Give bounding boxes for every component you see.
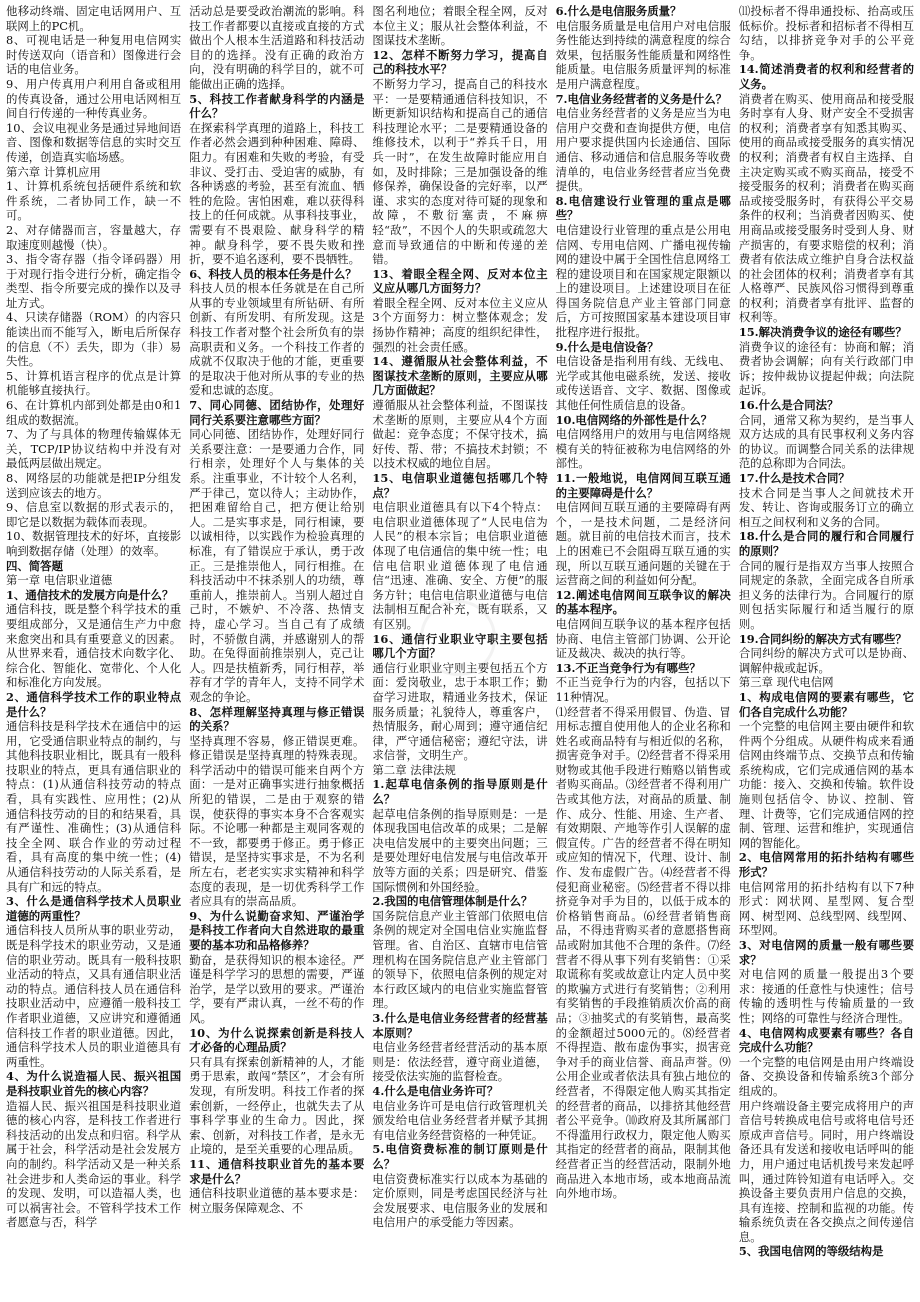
question-heading: 四、简答题	[6, 558, 63, 573]
chapter-heading: 第三章 现代电信网	[738, 675, 834, 690]
paragraph-text: 合同的履行是指双方当事人按照合同规定的条款，全面完成各自所承担义务的法律行为。合同履行的原则包括实际履行和适当履行的原则。	[738, 558, 915, 631]
paragraph-text: 勤奋，是获得知识的根本途径。严谨是科学学习的思想的需要，严谨治学，是学以致用的要求。严谨治学，要有严肃认真，一丝不苟的作风。	[189, 952, 365, 1025]
paragraph-text: 他移动终端、固定电话网用户、互联网上的PC机。	[6, 4, 182, 33]
paragraph-text: 不断努力学习，提高自己的科技水平：一是要精通通信科技知识，不断更新知识结构和提高自己的通信科技理论水平；二是要精通设备的维修技术，以利于“养兵千日，用兵一时”，在发生故障时能应用自如，及时排除；三是加强设备的维修保养，确保设备的完好率，以严谨、求实的态度对待可疑的现象和故障，不敷衍塞责，不麻痹轻“敌”，不因个人的失职或疏忽大意而导致通信的中断和传递的差错。	[372, 76, 548, 267]
question-heading: 8、怎样理解坚持真理与修正错误的关系？	[189, 704, 365, 734]
paragraph-text: 9、信息室以数据的形式表示的，即它是以数据为载体而表现。	[6, 500, 182, 529]
question-heading: 15.解决消费争议的途径有哪些？	[738, 325, 907, 340]
text-column-3	[372, 4, 547, 1302]
question-heading: 5.电信资费标准的制订原则是什么？	[372, 1142, 548, 1171]
text-column-2	[189, 4, 364, 1302]
question-heading: 11.一般地说，电信网间互联互通的主要障碍是什么？	[555, 471, 731, 500]
question-heading: 19.合同纠纷的解决方式有哪些？	[738, 631, 907, 646]
paragraph-text: 10、数据管理技术的好坏，直接影响到数据存储（处理）的效率。	[6, 529, 182, 558]
paragraph-text: 通信科技职业道德的基本要求是：树立服务保障观念、不	[189, 1186, 365, 1215]
paragraph-text: 电信业务经营者经营活动的基本原则是：依法经营，遵守商业道德，接受依法实施的监督检查。	[372, 1040, 548, 1084]
question-heading: 4、电信网构成要素有哪些？各自完成什么功能？	[738, 1025, 915, 1055]
question-heading: 10.电信网络的外部性是什么？	[555, 412, 713, 427]
paragraph-text: 10、会议电视业务是通过异地间语音、图像和数据等信息的实时交互传递，创造真实临场感。	[6, 120, 182, 164]
paragraph-text: 着眼全程全网、反对本位主义应从3个方面努力：树立整体观念；发扬协作精神；高度的组织纪律性，强烈的社会责任感。	[372, 295, 548, 354]
paragraph-text: 不正当竞争行为的内容，包括以下11种情况。	[555, 675, 731, 704]
question-heading: 5、科技工作者献身科学的内涵是什么？	[189, 91, 365, 121]
question-heading: 15、电信职业道德包括哪几个特点？	[372, 471, 548, 500]
question-heading: 13、着眼全程全网、反对本位主义应从哪几方面努力？	[372, 266, 548, 296]
paragraph-text: 对电信网的质量一般提出3个要求：接通的任意性与快速性；信号传输的透明性与传输质量的一致性；网络的可靠性与经济合理性。	[738, 967, 915, 1025]
paragraph-text: 国务院信息产业主管部门依照电信条例的规定对全国电信业实施监督管理。省、自治区、直辖市电信管理机构在国务院信息产业主管部门的领导下，依照电信条例的规定对本行政区域内的电信业实施监督管理。	[372, 908, 548, 1011]
paragraph-text: 消费争议的途径有：协商和解；消费者协会调解；向有关行政部门申诉；按仲裁协议提起仲裁；向法院起诉。	[738, 339, 915, 398]
chapter-heading: 第二章 法律法规	[372, 762, 456, 777]
paragraph-text: 8、可视电话是一种复用电信网实时传送双向（语音和）图像进行会话的电信业务。	[6, 33, 182, 77]
paragraph-text: 电信服务质量是电信用户对电信服务性能达到持续的满意程度的综合效果，包括服务性能质量和网络性能质量。电信服务质量评判的标准是用户满意程度。	[555, 18, 731, 91]
question-heading: 16、通信行业职业守职主要包括哪几个方面？	[372, 631, 548, 661]
question-heading: 2.我国的电信管理体制是什么？	[372, 894, 533, 909]
question-heading: 4、为什么说造福人民、振兴祖国是科技职业首先的核心内容？	[6, 1069, 182, 1098]
paragraph-text: 合同，通常又称为契约，是当事人双方达成的具有民事权利义务内容的协议。而调整合同关系的法律规范的总称即为合同法。	[738, 412, 915, 471]
paragraph-text: 电信设备是指利用有线、无线电、光学或其他电磁系统，发送、接收或传送语音、文字、数据、图像或其他任何性质信息的设备。	[555, 354, 731, 413]
text-column-1	[6, 4, 181, 1302]
paragraph-text: 图名利地位；着眼全程全网，反对本位主义；服从社会整体利益，不图谋技术垄断。	[372, 4, 548, 48]
question-heading: 18.什么是合同的履行和合同履行的原则？	[738, 529, 915, 558]
paragraph-text: 5、计算机语言程序的优点是计算机能够直接执行。	[6, 368, 182, 398]
paragraph-text: 用户终端设备主要完成将用户的声音信号转换成电信号或将电信号还原成声音信号。同时，用户终端设备还具有发送和接收电话呼叫的能力，用户通过电话机拨号来发起呼叫，通过阵铃知道有电话呼入。交换设备主要负责用户信息的交换，具有连接、控制和监视的功能。传输系统负责在各交换点之间传递信息。	[738, 1098, 915, 1244]
question-heading: 8.电信建设行业管理的重点是哪些？	[555, 193, 731, 223]
question-heading: 6.什么是电信服务质量？	[555, 4, 682, 18]
question-heading: 1.起草电信条例的指导原则是什么？	[372, 777, 548, 807]
question-heading: 16.什么是合同法？	[738, 398, 839, 413]
chapter-heading: 第一章 电信职业道德	[6, 573, 113, 588]
paragraph-text: 电信网间互联互通的主要障碍有两个，一是技术问题，二是经济问题。就目前的电信技术而言，技术上的困难已不会阻碍互联互通的实现，所以互联互通问题的关键在于运营商之间的利益如何分配。	[555, 500, 731, 588]
paragraph-text: 8、网络层的功能就是把IP分组发送到应该去的地方。	[6, 471, 182, 500]
question-heading: 3、什么是通信科学技术人员职业道德的两重性？	[6, 894, 182, 923]
question-heading: 2、电信网常用的拓扑结构有哪些形式？	[738, 850, 915, 880]
paragraph-text: 1、计算机系统包括硬件系统和软件系统，二者协同工作，缺一不可。	[6, 179, 182, 223]
question-heading: 10、为什么说探索创新是科技人才必备的心理品质？	[189, 1025, 365, 1055]
text-column-5	[739, 4, 914, 1302]
paragraph-text: 3、指令寄存器（指令译码器）用于对现行指令进行分析，确定指令类型、指令所要完成的操作以及寻址方式。	[6, 252, 182, 310]
paragraph-text: 4、只读存储器（ROM）的内容只能读出而不能写入，断电后所保存的信息（不）丢失，即为（非）易失性。	[6, 310, 182, 369]
paragraph-text: 只有具有探索创新精神的人，才能勇于思索，敢闯“禁区”，才会有所发现，有所发明。科技工作者的探索创新，一经停止，也就失去了从事科学事业的生命力。因此，探索、创新，对科技工作者，是永无止境的，是至关重要的心理品质。	[189, 1054, 365, 1157]
paragraph-text: 通信科技，既是整个科学技术的重要组成部分，又是通信生产力中愈来愈突出和具有重要意义的因素。从世界来看，通信技术向数字化、综合化、智能化、宽带化、个人化和标准化方向发展。	[6, 602, 182, 690]
question-heading: 5、我国电信网的等级结构是	[738, 1244, 884, 1259]
paragraph-text: 电信建设行业管理的重点是公用电信网、专用电信网、广播电视传输网的建设中属于全国性信息网络工程的建设项目和在国家规定限额以上的建设项目。上述建设项目在征得国务院信息产业主管部门同意后，方可按照国家基本建设项目审批程序进行报批。	[555, 222, 731, 340]
paragraph-text: 活动总是要受政治潮流的影响。科技工作者都要以直接或直接的方式做出个人根本生活道路和科技活动目的的选择。没有正确的政治方向，没有明确的科学目的，就不可能做出正确的选择。	[189, 4, 365, 91]
question-heading: 6、科技人员的根本任务是什么？	[189, 266, 357, 281]
question-heading: 1、构成电信网的要素有哪些，它们各自完成什么功能？	[738, 689, 915, 719]
paragraph-text: 电信职业道德具有以下4个特点：电信职业道德体现了“人民电信为人民”的根本宗旨；电信职业道德体现了电信通信的集中统一性；电信电信职业道德体现了电信通信“迅速、准确、安全、方便”的服务方针；电信电信职业道德与电信法制相互配合补充，既有联系，又有区别。	[372, 500, 548, 631]
question-heading: 4.什么是电信业务许可？	[372, 1083, 499, 1098]
paragraph-text: 造福人民、振兴祖国是科技职业道德的核心内容，是科技工作者进行科技活动的出发点和归宿。科学从属于社会，科学活动是社会发展方向的制约。科学活动又是一种关系社会进步和人类命运的事业。科学的发现、发明，可以造福人类，也可以祸害社会。不管科学技术工作者愿意与否，科学	[6, 1098, 182, 1230]
paragraph-text: 6、在计算机内部到处都是由0和1组成的数据流。	[6, 398, 182, 427]
paragraph-text: 通信行业职业守则主要包括五个方面：爱岗敬业，忠于本职工作；勤奋学习进取，精通业务技术，保证服务质量；礼貌待人，尊重客户，热情服务，耐心周到；遵守通信纪律，严守通信秘密；遵纪守法，讲求信誉，文明生产。	[372, 660, 548, 763]
question-heading: 2、通信科学技术工作的职业特点是什么？	[6, 689, 182, 719]
paragraph-text: 7、为了与具体的物理传输媒体无关，TCP/IP协议结构中并没有对最低两层做出规定。	[6, 427, 182, 471]
paragraph-text: ⑴经营者不得采用假冒、伪造、冒用标志擅自使用他人的企业名称和姓名或商品特有与相近似的名称，损害竞争对手。⑵经营者不得采用财物或其他手段进行贿赂以销售或者购买商品。⑶经营者不得利用广告或其他方法，对商品的质量、制作、成分、性能、用途、生产者、有效期限、产地等作引人误解的虚假宣传。广告的经营者不得在明知或应知的情况下，代理、设计、制作、发布虚假广告。⑷经营者不得侵犯商业秘密。⑸经营者不得以排挤竞争对手为目的，以低于成本的价格销售商品。⑹经营者销售商品，不得违背购买者的意愿搭售商品或附加其他不合理的条件。⑺经营者不得从事下列有奖销售：①采取谎称有奖或故意让内定人员中奖的欺骗方式进行有奖销售；②利用有奖销售的手段推销质次价高的商品；③抽奖式的有奖销售，最高奖的金额超过5000元的。⑻经营者不得捏造、散布虚伪事实，损害竞争对手的商业信誉、商品声誉。⑼公用企业或者依法具有独占地位的经营者，不得限定他人购买其指定的经营者的商品，以排挤其他经营者公平竞争。⑽政府及其所属部门不得滥用行政权力，限定他人购买其指定的经营者的商品，限制其他经营者正当的经营活动，限制外地商品进入本地市场，或本地商品流向外地市场。	[555, 704, 731, 1201]
paragraph-text: 在探索科学真理的道路上，科技工作者必然会遇到种种困难、障碍、阻力。有困难和失败的考验，有受非议、受打击、受迫害的威胁，有各种诱惑的考验，甚至有流血、牺牲的危险。害怕困难，难以获得科技上的任何成就。从事科技事业，需要有不畏艰险、献身科学的精神。献身科学，要不畏失败和挫折，要不追名逐利，要不畏牺牲。	[189, 120, 365, 267]
paragraph-text: 电信资费标准实行以成本为基础的定价原则，同是考虑国民经济与社会发展要求、电信服务业的发展和电信用户的承受能力等因素。	[372, 1171, 548, 1230]
question-heading: 11、通信科技职业首先的基本要求是什么？	[189, 1156, 365, 1186]
paragraph-text: 2、对存储器而言，容量越大，存取速度则越慢（快）。	[6, 222, 182, 252]
paragraph-text: 合同纠纷的解决方式可以是协商、调解仲裁或起诉。	[738, 646, 915, 675]
chapter-heading: 第六章 计算机应用	[6, 164, 101, 179]
paragraph-text: 电信业务经营者的义务是应当为电信用户交费和查询提供方便，电信用户要求提供国内长途通信、国际通信、移动通信和信息服务等收费清单的，电信业务经营者应当免费提供。	[555, 106, 731, 194]
question-heading: 9.什么是电信设备？	[555, 339, 659, 354]
paragraph-text: 技术合同是当事人之间就技术开发、转让、咨询或服务订立的确立相互之间权利和义务的合同。	[738, 485, 915, 529]
question-heading: 3、对电信网的质量一般有哪些要求？	[738, 938, 915, 967]
question-heading: 14.简述消费者的权利和经营者的义务。	[738, 62, 915, 91]
paragraph-text: 坚持真理不容易，修正错误更难。修正错误是坚持真理的特殊表现。科学活动中的错误可能来自两个方面：一是对正确事实进行抽象概括所犯的错误，二是由于观察的错误，使获得的事实本身不合客观实际。不论哪一种都是主观同客观的不一致，都要勇于修正。勇于修正错误，是坚持实事求是，不为名利所左右，老老实实求实精神和科学态度的表现，是一切优秀科学工作者应具有的崇高品质。	[189, 733, 365, 909]
paragraph-text: 通信科技是科学技术在通信中的运用，它受通信职业特点的制约，与其他科技职业相比，既具有一般科技职业的特点，更具有通信职业的特点：(1)从通信科技劳动的特点看，具有实践性、应用性；(2)从通信科技劳动的目的和结果看，具有严谨性、准确性；(3)从通信科技全全网、联合作业的劳动过程看，具有高度的集中统一性；(4)从通信科技劳动的人际关系看，是具有广和远的特点。	[6, 719, 182, 894]
question-heading: 12.阐述电信网间互联争议的解决的基本程序。	[555, 587, 731, 617]
paragraph-text: 同心同德、团结协作，处理好同行关系要注意：一是要通力合作，同行相亲，处理好个人与集体的关系。注重事业，不计较个人名利，严于律己，宽以待人；主动协作，把困难留给自己，把方便让给别人。二是实事求是，同行相谏，要以诚相待，以实践作为检验真理的标准，有了错误应于承认，勇于改正。三是推崇他人，同行相推。在科技活动中不抹杀别人的功绩，尊重前人，推崇前人。当别人超过自己时，不嫉妒、不冷落、热情支持，虚心学习。当自己有了成绩时，不骄傲自满，并感谢别人的帮助。在兔得面前推崇别人，克己让人。四是扶植新秀，同行相荐，举荐有才学的青年人，支持不同学术观念的争论。	[189, 427, 365, 704]
question-heading: 9、为什么说勤奋求知、严谨治学是科技工作者向大自然进取的最重要的基本功和品格修养？	[189, 908, 365, 952]
paragraph-text: 电信网络用户的效用与电信网络规模有关的特征被称为电信网络的外部性。	[555, 427, 731, 471]
paragraph-text: 电信业务许可是电信行政管理机关颁发给电信业务经营者并赋予其拥有电信业务经营资格的一种凭证。	[372, 1098, 548, 1142]
paragraph-text: 一个完整的电信网是由用户终端设备、交换设备和传输系统3个部分组成的。	[738, 1054, 915, 1098]
paragraph-text: 电信网常用的拓扑结构有以下7种形式：网状网、星型网、复合型网、树型网、总线型网、线型网、环型网。	[738, 879, 915, 938]
text-column-4	[556, 4, 731, 1302]
question-heading: 1、通信技术的发展方向是什么？	[6, 587, 174, 602]
question-heading: 3.什么是电信业务经营者的经营基本原则？	[372, 1010, 548, 1040]
paragraph-text: 起草电信条例的指导原则是：一是体现我国电信改革的成果；二是解决电信发展中的主要突出问题；三是要处理好电信发展与电信改革开放等方面的关系；四是研究、借鉴国际惯例和外国经验。	[372, 806, 548, 894]
paragraph-text: 通信科技人员所从事的职业劳动，既是科学技术的职业劳动，又是通信的职业劳动。既具有一般科技职业活动的特点，又具有通信职业活动的特点。通信科技人员在通信科技职业活动中，应遵循一般科技工作者职业道德，又应讲究和遵循通信科技工作者的职业道德。因此，通信科学技术人员的职业道德具有两重性。	[6, 923, 182, 1069]
question-heading: 7、同心同德、团结协作，处理好同行关系要注意哪些方面？	[189, 398, 365, 427]
paragraph-text: 消费者在购买、使用商品和接受服务时享有人身、财产安全不受损害的权利；消费者享有知悉其购买、使用的商品或接受服务的真实情况的权利；消费者有权自主选择、自主决定购买或不购买商品，接受不接受服务的权利；消费者在购买商品或接受服务时，有获得公平交易条件的权利；当消费者因购买、使用商品或接受服务时受到人身、财产损害的，有要求赔偿的权利；消费者有依法成立维护自身合法权益的社会团体的权利；消费者享有其人格尊严、民族风俗习惯得到尊重的权利；消费者享有批评、监督的权利等。	[738, 91, 915, 325]
question-heading: 14、遵循服从社会整体利益，不图谋技术垄断的原则，主要应从哪几方面做起？	[372, 354, 548, 398]
question-heading: 17.什么是技术合同？	[738, 471, 850, 485]
paragraph-text: 9、用户传真用户利用自备或租用的传真设备，通过公用电话网相互间自行传递的一种传真业务。	[6, 76, 182, 121]
paragraph-text: ⑾投标者不得串通投标、抬高或压低标价。投标者和招标者不得相互勾结，以排挤竞争对手的公平竞争。	[738, 4, 915, 62]
question-heading: 7.电信业务经营者的义务是什么？	[555, 91, 727, 106]
paragraph-text: 科技人员的根本任务就是在自己所从事的专业领域里有所钻研、有所创新、有所发明、有所发现。这是科技工作者对整个社会所负有的崇高职责和义务。一个科技工作者的成就不仅取决于他的才能，更重要的是取决于他对所从事的专业的热爱和忠诚的态度。	[189, 281, 365, 398]
paragraph-text: 遵循服从社会整体利益，不图谋技术垄断的原则，主要应从4个方面做起：竞争态度；不保守技术，搞好传、帮、带；不搞技术封锁；不以技术权威的地位自居。	[372, 398, 548, 471]
question-heading: 12、怎样不断努力学习，提高自己的科技水平？	[372, 47, 548, 77]
paragraph-text: 一个完整的电信网主要由硬件和软件两个分组成。从硬件构成来看通信网由终端节点、交换节点和传输系统构成，它们完成通信网的基本功能：接入、交换和传输。软件设施则包括信令、协议、控制、管理、计费等，它们完成通信网的控制、管理、运营和维护，实现通信网的智能化。	[738, 719, 915, 850]
question-heading: 13.不正当竞争行为有哪些？	[555, 660, 701, 675]
paragraph-text: 电信网间互联争议的基本程序包括协商、电信主管部门协调、公开论证及裁决、裁决的执行等。	[555, 616, 731, 661]
